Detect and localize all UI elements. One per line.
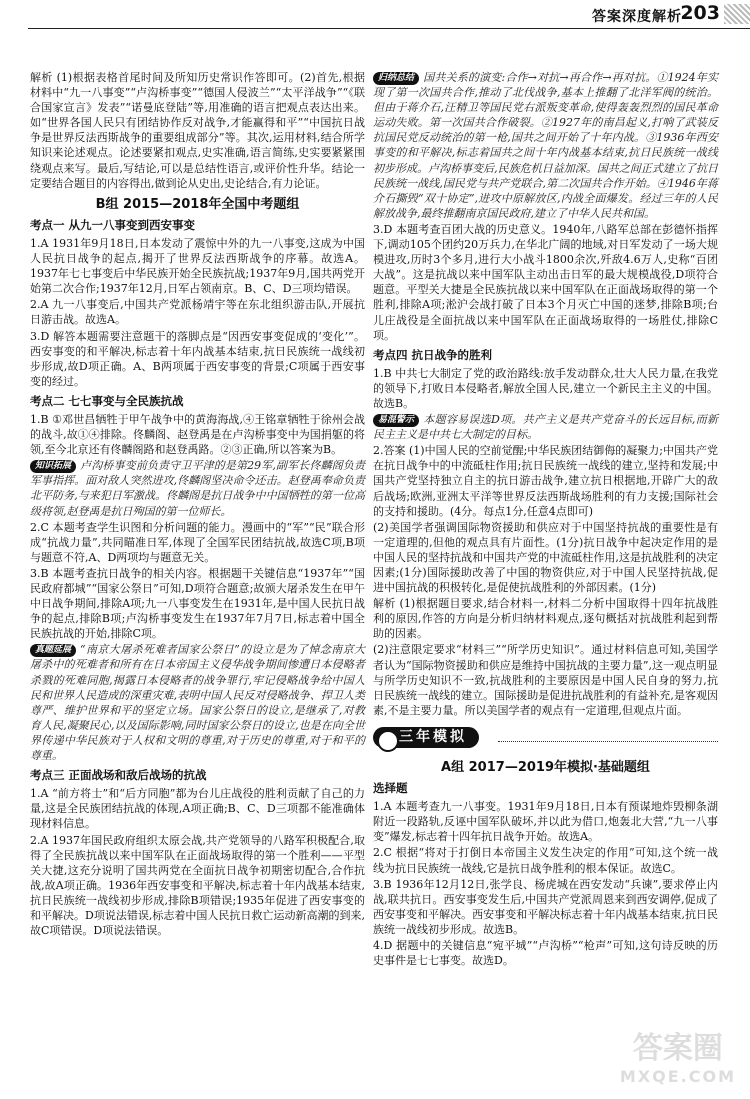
header-title: 答案深度解析: [592, 9, 682, 25]
answer-item: 2.A 1937年国民政府组织太原会战,共产党领导的八路军积极配合,取得了全民族抗战以来中国军队在正面战场取得的第一个胜利——平型关大捷,这充分说明了国共两党在全面抗日战争初期密切配合,合作抗战,故A项正确。1936年西安事变和平解决,标志着十年内战基本结束,抗日民族统一战线初步形成,排除B项错误;1935年促进了西安事变的和平解决。D项说法错误,标志着中国人民抗日救亡运动新高潮的到来,故C项错误。D项说法错误。: [30, 833, 365, 938]
header-rule: [28, 28, 750, 29]
analysis-paragraph: 解析 (1)根据题目要求,结合材料一,材料二分析中国取得十四年抗战胜利的原因,作答的方向是分析归纳材料观点,逐句概括对抗战胜利起到帮助的因素。: [373, 597, 718, 641]
section-b-title: B组 2015—2018年全国中考题组: [95, 196, 300, 212]
topic-2-heading: 考点二 七七事变与全民族抗战: [30, 393, 184, 408]
left-column: [30, 70, 365, 939]
three-year-banner: [373, 724, 718, 754]
topic-3-heading: 考点三 正面战场和敌后战场的抗战: [30, 768, 207, 783]
note-tag: 易混警示: [373, 414, 419, 427]
answer-item: 2.C 本题考查学生识图和分析问题的能力。漫画中的“军”“民”联合形成“抗战力量”,共同瞄准日军,体现了全国军民团结抗战,故选C项,B项与题意不符,A、D两项均与题意无关。: [30, 520, 365, 564]
watermark-bottom: MXQE.COM: [619, 1067, 736, 1086]
analysis-paragraph: 解析 (1)根据表格首尾时间及所知历史常识作答即可。(2)首先,根据材料中“九一八事变”“卢沟桥事变”“德国人侵波兰”“太平洋战争”“《联合国家宣言》发表”“诺曼底登陆”等,用准确的语言把观点表达出来。如“世界各国人民只有团结协作反对战争,才能赢得和平”“中国抗日战争是世界反法西斯战争的重要组成部分”等。其次,运用材料,结合所学知识来论述观点。论述要紧扣观点,史实准确,语言简练,史实要紧紧围绕观点来写。最后,写结论,可以是总结性语言,或评价性升华。结论一定要结合题目的内容得出,做到论从史出,史论结合,有力论证。: [30, 71, 365, 190]
note-text: “南京大屠杀死难者国家公祭日”的设立是为了悼念南京大屠杀中的死难者和所有在日本帝国主义侵华战争期间惨遭日本侵略者杀戮的死难同胞,揭露日本侵略者的战争罪行,牢记侵略战争给中国人民和世界人民造成的深重灾难,表明中国人民反对侵略战争、捍卫人类尊严、维护世界和平的坚定立场。国家公祭日的设立,是继承了,对教育人民,凝聚民心,以及国际影响,同时国家公祭日的设立,也是在向全世界传递中华民族对于人权和文明的尊重,对于历史的尊重,对于和平的尊重。: [30, 643, 365, 763]
answer-item: 1.A “前方将士”和“后方同胞”都为台儿庄战役的胜利贡献了自己的力量,这是全民族团结抗战的体现,A项正确;B、C、D三项都不能准确体现材料信息。: [30, 787, 365, 831]
topic-1-heading: 考点一 从九一八事变到西安事变: [30, 217, 196, 232]
watermark-logo: [619, 1031, 736, 1091]
topic-4-heading: 考点四 抗日战争的胜利: [373, 347, 493, 362]
page-number: 203: [680, 2, 720, 24]
note-tag: 归纳总结: [373, 72, 419, 85]
note-tag: 真题延展: [30, 644, 76, 657]
answer-item: 3.B 1936年12月12日,张学良、杨虎城在西安发动“兵谏”,要求停止内战,联共抗日。西安事变发生后,中国共产党派周恩来到西安调停,促成了西安事变和平解决。西安事变和平解决标志着十年内战基本结束,抗日民族统一战线初步形成。故选B。: [373, 877, 718, 936]
banner-dotted-line: [498, 741, 718, 742]
note-block: [373, 412, 718, 442]
analysis-paragraph: (2)注意限定要求“材料三”“所学历史知识”。通过材料信息可知,美国学者认为“国际物资援助和供应是维持中国抗战的主要力量”,这一观点明显与所学历史知识不一致,抗战胜利的主要原因是中国人民自身的努力,抗日民族统一战线的建立。国际援助是促进抗战胜利的有益补充,是客观因素,不是主要力量。所以美国学者的观点有一定道理,但观点片面。: [373, 643, 718, 717]
answer-item: 2.答案 (1)中国人民的空前觉醒;中华民族团结御侮的凝聚力;中国共产党在抗日战争中的中流砥柱作用;抗日民族统一战线的建立,坚持和发展;中国共产党坚持独立自主的抗日游击战争,建立抗日根据地,开辟广大的敌后战场;欧洲,亚洲太平洋等世界反法西斯战场胜利的有力支援;国际社会的支持和援助。(4分。每点1分,任意4点即可): [373, 444, 718, 518]
page-header: [0, 0, 750, 30]
note-block: [373, 70, 718, 221]
note-block: [30, 458, 365, 518]
banner-label: 三年模拟: [373, 727, 479, 748]
answer-item: 2.C 根据“将对于打倒日本帝国主义发生决定的作用”可知,这个统一战线为抗日民族统一战线,它是抗日战争胜利的根本保证。故选C。: [373, 846, 718, 875]
watermark-top: 答案圈: [632, 1031, 723, 1066]
note-block: [30, 642, 365, 763]
answer-item: 3.D 本题考查百团大战的历史意义。1940年,八路军总部在彭德怀指挥下,调动105个团约20万兵力,在华北广阔的地域,对日军发动了一场大规模进攻,历时3个多月,进行大小战斗1800余次,歼敌4.6万人,史称“百团大战”。这是抗战以来中国军队主动出击日军的最大规模战役,D项符合题意。平型关大捷是全民族抗战以来中国军队在正面战场取得的第一个胜利,排除A项;淞沪会战打破了日本3个月灭亡中国的迷梦,排除B项;台儿庄战役是全面抗战以来中国军队在正面战场取得的一场胜仗,排除C项。: [373, 222, 718, 342]
right-column: [373, 70, 718, 969]
note-text: 本题容易误选D项。共产主义是共产党奋斗的长远目标,而新民主主义是中共七大制定的目标。: [373, 413, 718, 442]
answer-item: 1.B 中共七大制定了党的政治路线:放手发动群众,壮大人民力量,在我党的领导下,打败日本侵略者,解放全国人民,建立一个新民主主义的中国。故选B。: [373, 366, 718, 410]
choice-question-heading: 选择题: [373, 781, 408, 796]
answer-item: 1.B ①邓世昌牺牲于甲午战争中的黄海海战,④王铭章牺牲于徐州会战的战斗,故①④排除。佟麟阁、赵登禹是在卢沟桥事变中为国捐躯的将领,至今北京还有佟麟阁路和赵登禹路。②③正确,所以答案为B。: [30, 412, 365, 457]
header-stripe-decoration: [724, 4, 750, 24]
book-icon: [377, 730, 399, 752]
answer-item: (2)美国学者强调国际物资援助和供应对于中国坚持抗战的重要性是有一定道理的,但他的观点具有片面性。(1分)抗日战争中起决定作用的是中国人民的坚持抗战和中国共产党的中流砥柱作用,这是抗战胜利的决定因素;(1分)国际援助改善了中国的物资供应,对于中国人民坚持抗战,促进中国抗战的积极转化,是促使抗战胜利的外部因素。(1分): [373, 520, 718, 595]
note-text: 国共关系的演变:合作→对抗→再合作→再对抗。①1924年实现了第一次国共合作,推动了北伐战争,基本上推翻了北洋军阀的统治。但由于蒋介石,汪精卫等国民党右派叛变革命,使得轰轰烈烈的国民革命运动失败。第一次国共合作破裂。②1927年的南昌起义,打响了武装反抗国民党反动统治的第一枪,国共之间开始了十年内战。③1936年西安事变的和平解决,标志着国共之间十年内战基本结束,抗日民族统一战线初步形成。卢沟桥事变后,民族危机日益加深。国共之间正式建立了抗日民族统一战线,国民党与共产党联合,第二次国共合作开始。④1946年蒋介石撕毁“双十协定”,进攻中原解放区,内战全面爆发。经过三年的人民解放战争,最终推翻南京国民政府,建立了中华人民共和国。: [373, 71, 718, 220]
answer-item: 2.A 九一八事变后,中国共产党派杨靖宇等在东北组织游击队,开展抗日游击战。故选A。: [30, 298, 365, 327]
answer-item: 1.A 本题考查九一八事变。1931年9月18日,日本有预谋地炸毁柳条湖附近一段路轨,反诬中国军队破坏,并以此为借口,炮轰北大营,“九一八事变”爆发,标志着十四年抗日战争开始。故选A。: [373, 800, 718, 844]
answer-item: 1.A 1931年9月18日,日本发动了震惊中外的九一八事变,这成为中国人民抗日战争的起点,揭开了世界反法西斯战争的序幕。故选A。1937年七七事变后中华民族开始全民族抗战;1937年9月,国共两党开始第二次合作;1937年12月,日军占领南京。B、C、D三项均错误。: [30, 236, 365, 296]
note-tag: 知识拓展: [30, 460, 76, 473]
answer-item: 3.D 解答本题需要注意题干的落脚点是“因西安事变促成的‘变化’”。西安事变的和平解决,标志着十年内战基本结束,抗日民族统一战线初步形成,故D项正确。A、B两项属于西安事变的背景;C项属于西安事变的经过。: [30, 329, 365, 388]
note-text: 卢沟桥事变前负责守卫平津的是第29军,副军长佟麟阁负责军事指挥。面对敌人突然进攻,佟麟阁坚决命令还击。赵登禹奉命负责北平防务,与来犯日军激战。佟麟阁是抗日战争中中国牺牲的第一位高级将领,赵登禹是抗日殉国的第一位师长。: [30, 459, 365, 518]
answer-item: 3.B 本题考查抗日战争的相关内容。根据题干关键信息“1937年”“国民政府都城”“国家公祭日”可知,D项符合题意;故颁大屠杀发生在甲午中日战争期间,排除A项;九一八事变发生在1931年,是中国人民抗日战争的起点,排除B项;卢沟桥事变发生在1937年7月7日,标志着中国全民族抗战的开始,排除C项。: [30, 566, 365, 641]
answer-item: 4.D 据题中的关键信息“宛平城”“卢沟桥”“枪声”可知,这句诗反映的历史事件是七七事变。故选D。: [373, 938, 718, 968]
section-a-title: A组 2017—2019年模拟·基础题组: [441, 759, 650, 775]
